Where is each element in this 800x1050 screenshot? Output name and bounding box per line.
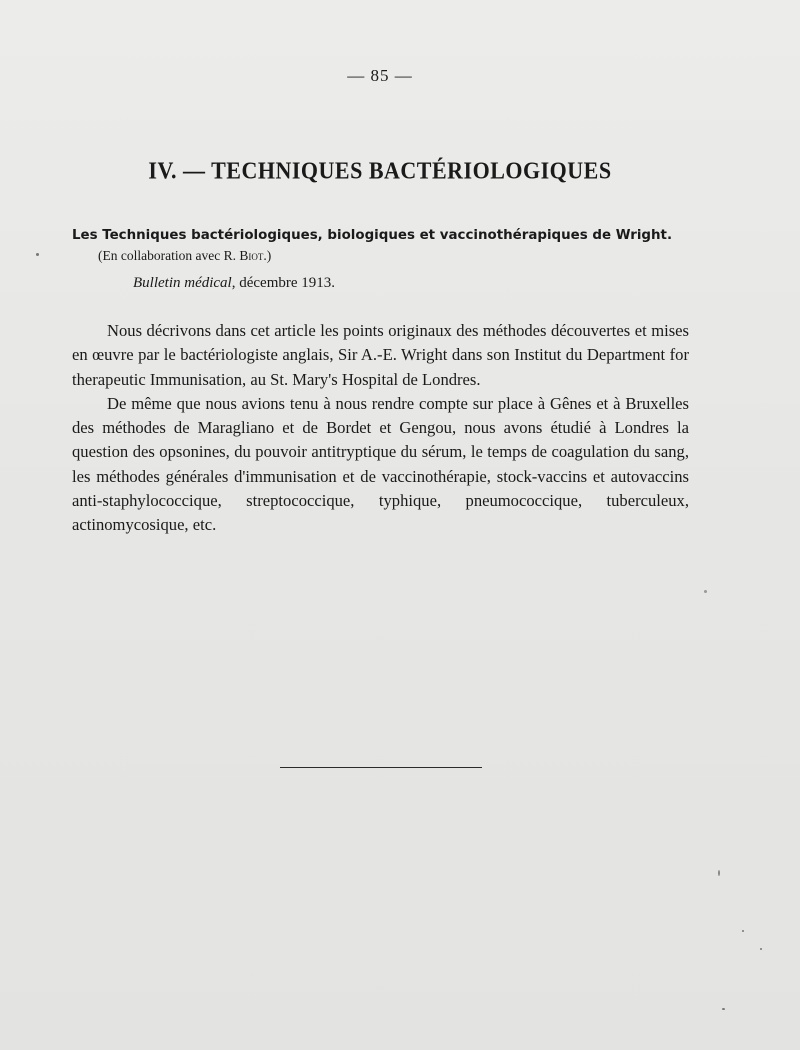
collab-prefix: (En collaboration avec R.	[98, 248, 240, 263]
paper-speck	[704, 590, 707, 593]
source-date: , décembre 1913.	[231, 275, 336, 291]
page-number: — 85 —	[347, 66, 413, 85]
entry-title: Les Techniques bactériologiques, biologiques et vaccinothérapiques de Wright.	[72, 228, 673, 243]
collab-name: Biot	[239, 248, 264, 263]
collaboration-note	[98, 248, 271, 264]
body-text	[72, 319, 689, 538]
source-journal: Bulletin médical	[133, 275, 232, 291]
collab-suffix: .)	[263, 248, 272, 263]
end-rule	[280, 767, 482, 768]
paper-speck	[742, 930, 744, 932]
paragraph-2: De même que nous avions tenu à nous rendre compte sur place à Gênes et à Bruxelles des méthodes de Maragliano et de Bordet et Gengou, nous avons étudié à Londres la question des opsonines, du pouvoir antitryptique du sérum, le temps de coagulation du sang, les méthodes générales d'immunisation et de vaccinothérapie, stock-vaccins et autovaccins anti-staphylococcique, streptococcique, typhique, pneumococcique, tuberculeux, actinomycosique, etc.	[72, 393, 689, 535]
paper-speck	[36, 253, 39, 256]
paragraph-1: Nous décrivons dans cet article les points originaux des méthodes découvertes et mises en œuvre par le bactériologiste anglais, Sir A.-E. Wright dans son Institut du Department for therapeutic Immunisation, au St. Mary's Hospital de Londres.	[72, 321, 689, 389]
paper-speck	[760, 948, 762, 950]
section-title: IV. — TECHNIQUES BACTÉRIOLOGIQUES	[148, 156, 612, 184]
paper-speck	[722, 1008, 725, 1010]
paper-speck	[718, 870, 720, 876]
source-citation	[133, 275, 335, 292]
